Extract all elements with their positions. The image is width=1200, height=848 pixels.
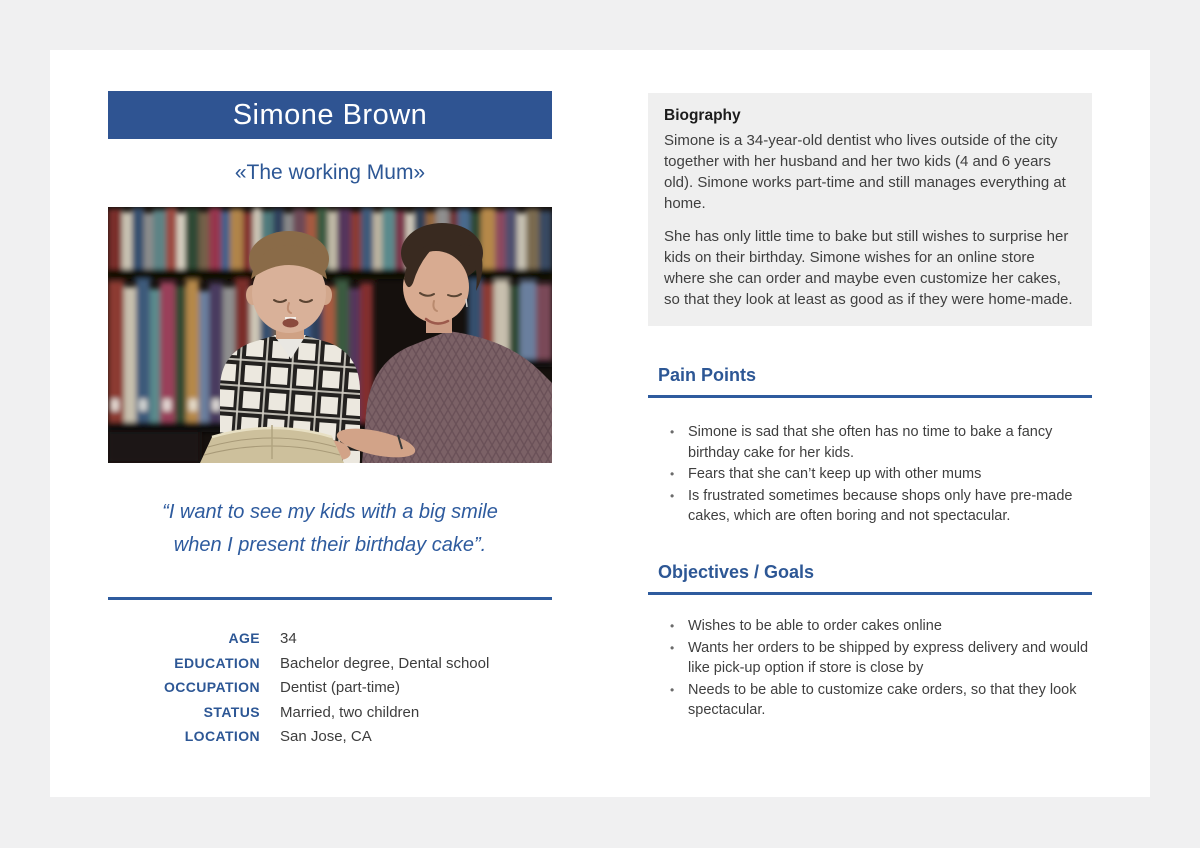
objectives-rule: [648, 592, 1092, 595]
attribute-label: STATUS: [203, 703, 260, 720]
biography-paragraph: Simone is a 34-year-old dentist who lives outside of the city together with her husband and her two kids (4 and 6 years old). Simone works part-time and still manages everything at home.: [664, 132, 1066, 212]
quote-line: “I want to see my kids with a big smile: [162, 501, 498, 523]
attribute-value: Married, two children: [280, 703, 420, 721]
objective-item: • Wishes to be able to order cakes online: [648, 616, 1092, 637]
attribute-list: [108, 630, 552, 753]
persona-name-banner: [108, 91, 552, 139]
attribute-row: [108, 655, 552, 680]
pain-points-rule: [648, 395, 1092, 398]
attribute-row: [108, 630, 552, 655]
objectives-title: Objectives / Goals: [658, 562, 815, 582]
attribute-label: AGE: [228, 630, 260, 646]
attribute-row: [108, 679, 552, 704]
attribute-label: EDUCATION: [174, 654, 260, 671]
library-photo-illustration: [108, 207, 552, 463]
biography-panel: [648, 93, 1092, 326]
pain-points-list: [648, 422, 1092, 528]
attribute-value: Bachelor degree, Dental school: [280, 654, 490, 672]
persona-tagline: «The working Mum»: [234, 161, 426, 184]
attribute-row: [108, 728, 552, 753]
objective-item: • Needs to be able to customize cake orders, so that they look spectacular.: [648, 680, 1092, 721]
objectives-list: [648, 616, 1092, 722]
attribute-label: LOCATION: [184, 728, 260, 744]
biography-paragraph: She has only little time to bake but still wishes to surprise her kids on their birthday. Simone wishes for an online store where she can order and maybe even customize her cakes, so that they look at least as good as if they were home-made.: [664, 228, 1073, 308]
attribute-value: 34: [280, 630, 297, 647]
biography-title: Biography: [664, 107, 741, 124]
quote-divider-rule: [108, 597, 552, 600]
attribute-row: [108, 704, 552, 729]
attribute-value: Dentist (part-time): [280, 679, 401, 696]
pain-point-item: • Is frustrated sometimes because shops only have pre-made cakes, which are often boring and not spectacular.: [648, 486, 1092, 527]
persona-name: Simone Brown: [232, 99, 428, 131]
persona-photo: [108, 207, 552, 463]
objective-item: • Wants her orders to be shipped by express delivery and would like pick-up option if store is close by: [648, 638, 1092, 679]
persona-quote: [108, 496, 552, 562]
pain-points-title: Pain Points: [658, 365, 757, 385]
attribute-value: San Jose, CA: [280, 728, 372, 745]
quote-line: when I present their birthday cake”.: [173, 534, 487, 556]
pain-point-item: • Simone is sad that she often has no time to bake a fancy birthday cake for her kids.: [648, 422, 1092, 463]
persona-card: [50, 50, 1150, 797]
pain-point-item: • Fears that she can’t keep up with other mums: [648, 464, 1092, 485]
attribute-label: OCCUPATION: [163, 679, 260, 695]
